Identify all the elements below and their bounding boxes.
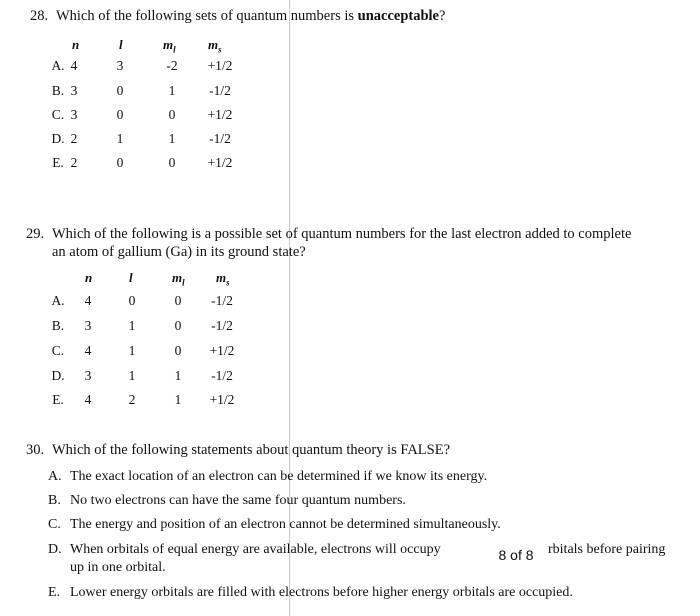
question-text: Which of the following is a possible set of quantum numbers for the last electron added to complete xyxy=(52,226,632,242)
option-label: D. xyxy=(48,542,62,557)
answer-option-continued xyxy=(548,541,665,559)
table-row xyxy=(0,368,290,388)
question-29 xyxy=(26,224,691,244)
value-ml: 0 xyxy=(174,343,182,358)
header-ms: $m_s$ xyxy=(216,270,230,288)
option-label: C. xyxy=(51,343,65,358)
value-l: 1 xyxy=(116,131,124,146)
value-n: 4 xyxy=(84,343,92,358)
value-n: 4 xyxy=(84,392,92,407)
question-number: 29. xyxy=(26,226,45,242)
header-ms: $m_s$ xyxy=(208,37,222,55)
value-l: 1 xyxy=(128,318,136,333)
option-label: A. xyxy=(48,469,62,484)
header-n: n xyxy=(72,37,80,52)
value-ms: +1/2 xyxy=(207,58,233,73)
value-ms: -1/2 xyxy=(211,368,233,383)
table-row xyxy=(0,343,290,363)
question-number: 28. xyxy=(30,8,49,24)
answer-option xyxy=(48,541,441,559)
value-ms: -1/2 xyxy=(211,293,233,308)
answer-option-line2 xyxy=(70,559,166,577)
value-l: 2 xyxy=(128,392,136,407)
value-ms: -1/2 xyxy=(209,83,231,98)
value-l: 1 xyxy=(128,343,136,358)
value-l: 3 xyxy=(116,58,124,73)
value-ml: 1 xyxy=(168,83,176,98)
value-ms: -1/2 xyxy=(209,131,231,146)
value-ms: +1/2 xyxy=(207,107,233,122)
table-row xyxy=(0,293,290,313)
option-label: C. xyxy=(48,517,61,532)
question-text: Which of the following statements about quantum theory is FALSE? xyxy=(52,442,451,458)
option-label: D. xyxy=(51,131,65,146)
option-text: The exact location of an electron can be determined if we know its energy. xyxy=(70,469,488,484)
header-l: l xyxy=(129,270,133,285)
value-n: 3 xyxy=(70,83,78,98)
question-30 xyxy=(26,440,450,460)
value-l: 1 xyxy=(128,368,136,383)
value-n: 3 xyxy=(70,107,78,122)
value-ml: -2 xyxy=(166,58,178,73)
value-ml: 0 xyxy=(174,293,182,308)
value-ms: +1/2 xyxy=(207,155,233,170)
option-label: E. xyxy=(52,155,64,170)
value-ms: -1/2 xyxy=(211,318,233,333)
table-row xyxy=(0,83,290,103)
value-l: 0 xyxy=(116,155,124,170)
option-label: E. xyxy=(52,392,64,407)
answer-option xyxy=(48,516,501,534)
question-28 xyxy=(30,6,445,26)
header-n: n xyxy=(85,270,93,285)
option-text: rbitals before pairing xyxy=(548,542,666,557)
value-ml: 1 xyxy=(168,131,176,146)
value-n: 2 xyxy=(70,131,78,146)
value-ml: 0 xyxy=(168,155,176,170)
value-ml: 1 xyxy=(174,392,182,407)
option-label: B. xyxy=(51,83,65,98)
option-text: up in one orbital. xyxy=(70,560,166,575)
option-label: B. xyxy=(51,318,65,333)
header-ml: $m_l$ xyxy=(172,270,185,288)
value-n: 4 xyxy=(84,293,92,308)
table-row xyxy=(0,107,290,127)
table-row xyxy=(0,58,290,78)
value-ms: +1/2 xyxy=(209,392,235,407)
value-l: 0 xyxy=(128,293,136,308)
value-ml: 0 xyxy=(174,318,182,333)
table-row xyxy=(0,131,290,151)
value-n: 2 xyxy=(70,155,78,170)
header-l: l xyxy=(119,37,123,52)
option-label: D. xyxy=(51,368,65,383)
question-emphasis: unacceptable xyxy=(357,8,439,24)
answer-option xyxy=(48,584,573,602)
option-label: B. xyxy=(48,493,61,508)
value-n: 4 xyxy=(70,58,78,73)
answer-option xyxy=(48,492,406,510)
page-indicator-badge: 8 of 8 xyxy=(487,543,545,567)
header-ml: $m_l$ xyxy=(163,37,176,55)
question-text: Which of the following sets of quantum numbers is xyxy=(56,8,358,24)
table-row xyxy=(0,318,290,338)
option-text: When orbitals of equal energy are available, electrons will occupy xyxy=(70,542,441,557)
value-ml: 1 xyxy=(174,368,182,383)
option-label: E. xyxy=(48,585,61,600)
value-n: 3 xyxy=(84,368,92,383)
table-row xyxy=(0,155,290,175)
question-number: 30. xyxy=(26,442,45,458)
value-ml: 0 xyxy=(168,107,176,122)
option-label: A. xyxy=(51,293,65,308)
question-text: an atom of gallium (Ga) in its ground state? xyxy=(52,244,306,260)
option-label: C. xyxy=(51,107,65,122)
table-row xyxy=(0,392,290,412)
question-text-end: ? xyxy=(439,8,446,24)
value-ms: +1/2 xyxy=(209,343,235,358)
value-l: 0 xyxy=(116,107,124,122)
value-n: 3 xyxy=(84,318,92,333)
question-29-line2 xyxy=(52,242,306,262)
option-label: A. xyxy=(51,58,65,73)
value-l: 0 xyxy=(116,83,124,98)
answer-option xyxy=(48,468,487,486)
option-text: Lower energy orbitals are filled with electrons before higher energy orbitals are occupied. xyxy=(70,585,573,600)
option-text: The energy and position of an electron cannot be determined simultaneously. xyxy=(70,517,501,532)
option-text: No two electrons can have the same four quantum numbers. xyxy=(70,493,406,508)
